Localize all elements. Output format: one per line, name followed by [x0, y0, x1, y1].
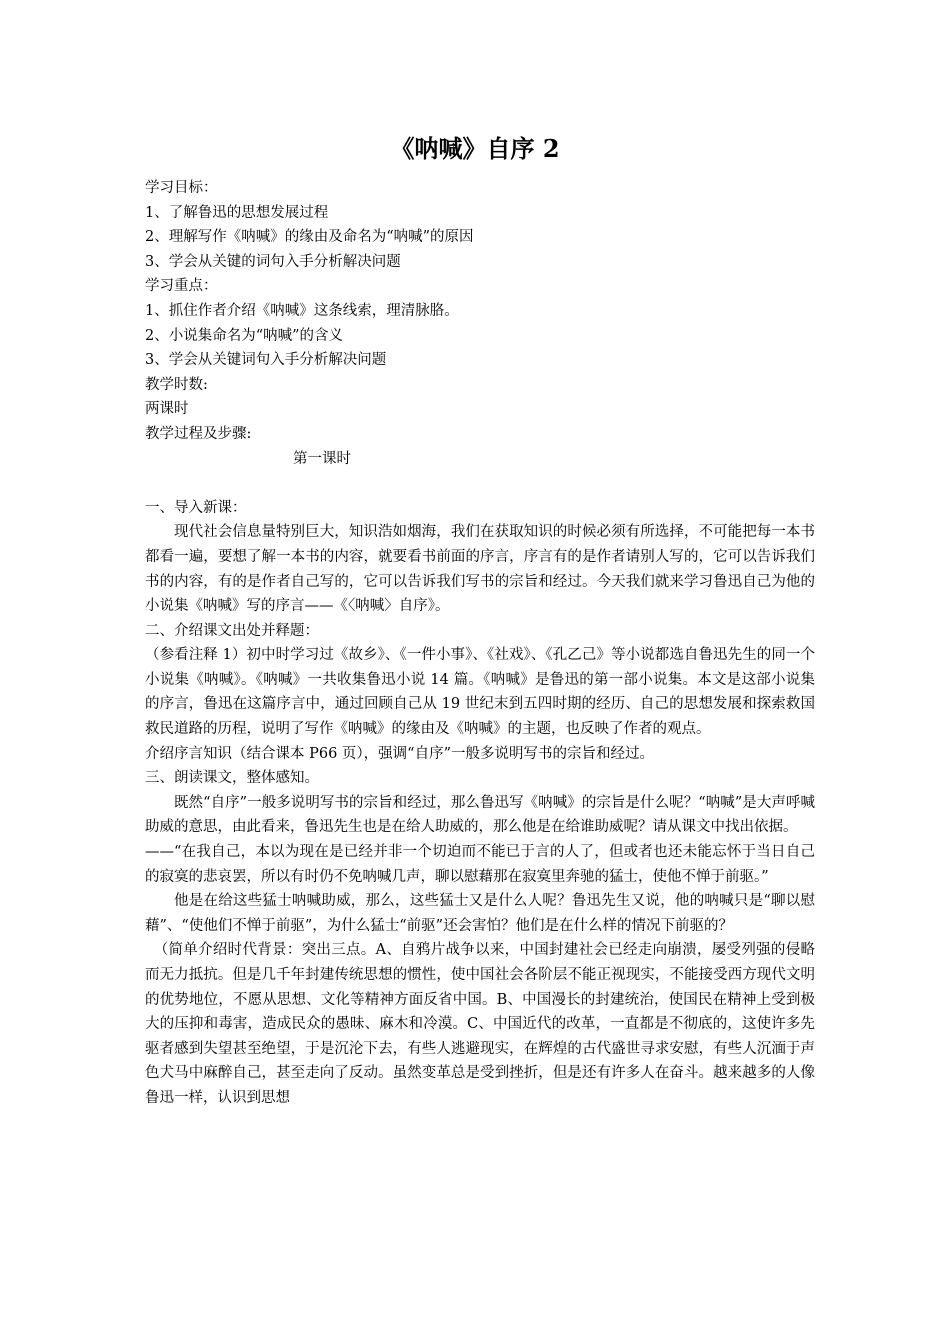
document-body: [145, 176, 815, 1111]
process-heading: 教学过程及步骤:: [145, 425, 252, 442]
key-point-item: 1、抓住作者介绍《呐喊》这条线索，理清脉胳。: [145, 302, 459, 319]
paragraph: （简单介绍时代背景：突出三点。A、自鸦片战争以来，中国封建社会已经走向崩溃，屡受列强的侵略而无力抵抗。但是几千年封建传统思想的惯性，使中国社会各阶层不能正视现实，不能接受西方现代文明的优势地位，不愿从思想、文化等精神方面反省中国。B、中国漫长的封建统治，使国民在精神上受到极大的压抑和毒害，造成民众的愚昧、麻木和冷漠。C、中国近代的改革，一直都是不彻底的，这使许多先驱者感到失望甚至绝望，于是沉沦下去，有些人逃避现实，在辉煌的古代盛世寻求安慰，有些人沉湎于声色犬马中麻醉自己，甚至走向了反动。虽然变革总是受到挫折，但是还有许多人在奋斗。越来越多的人像鲁迅一样，认识到思想: [145, 942, 815, 1106]
paragraph: （参看注释 1）初中时学习过《故乡》、《一件小事》、《社戏》、《孔乙己》等小说都选自鲁迅先生的同一个小说集《呐喊》。《呐喊》一共收集鲁迅小说 14 篇。《呐喊》是鲁迅的第一部小说集。本文是这部小说集的序言，鲁迅在这篇序言中，通过回顾自己从 19 世纪末到五四时期的经历、自己的思想发展和探索救国救民道路的历程，说明了写作《呐喊》的缘由及《呐喊》的主题，也反映了作者的观点。: [145, 647, 815, 738]
key-point-item: 2、小说集命名为“呐喊”的含义: [145, 327, 344, 344]
blank-line: [145, 471, 815, 496]
section-heading: 一、导入新课：: [145, 499, 247, 516]
key-points-heading: 学习重点：: [145, 278, 218, 295]
objectives-heading: 学习目标：: [145, 180, 218, 196]
quotation: ——“在我自己，本以为现在是已经并非一个切迫而不能已于言的人了，但或者也还未能忘怀于当日自己的寂寞的悲哀罢，所以有时仍不免呐喊几声，聊以慰藉那在寂寞里奔驰的猛士，使他不惮于前驱。”: [145, 844, 815, 885]
paragraph: 现代社会信息量特别巨大，知识浩如烟海，我们在获取知识的时候必须有所选择，不可能把每一本书都看一遍，要想了解一本书的内容，就要看书前面的序言，序言有的是作者请别人写的，它可以告诉我们书的内容，有的是作者自己写的，它可以告诉我们写书的宗旨和经过。今天我们就来学习鲁迅自己为他的小说集《呐喊》写的序言——《〈呐喊〉自序》。: [145, 524, 815, 615]
paragraph: 他是在给这些猛士呐喊助威，那么，这些猛士又是什么人呢？鲁迅先生又说，他的呐喊只是“聊以慰藉”、“使他们不惮于前驱”，为什么猛士“前驱”还会害怕？他们是在什么样的情况下前驱的？: [145, 893, 815, 934]
objective-item: 2、理解写作《呐喊》的缘由及命名为“呐喊”的原因: [145, 229, 474, 246]
objective-item: 1、了解鲁迅的思想发展过程: [145, 204, 329, 221]
lesson-subtitle: 第一课时: [293, 450, 351, 467]
hours-heading: 教学时数:: [145, 376, 208, 393]
paragraph: 介绍序言知识（结合课本 P66 页），强调“自序”一般多说明写书的宗旨和经过。: [145, 745, 654, 762]
section-heading: 三、朗读课文，整体感知。: [145, 770, 319, 787]
hours-value: 两课时: [145, 401, 189, 418]
key-point-item: 3、学会从关键词句入手分析解决问题: [145, 352, 387, 369]
paragraph: 既然“自序”一般多说明写书的宗旨和经过，那么鲁迅写《呐喊》的宗旨是什么呢？“呐喊”是大声呼喊助威的意思，由此看来，鲁迅先生也是在给人助威的，那么他是在给谁助威呢？请从课文中找出依据。: [145, 794, 815, 836]
document-title: 《呐喊》自序 2: [390, 134, 560, 163]
section-heading: 二、介绍课文出处并释题：: [145, 622, 319, 639]
objective-item: 3、学会从关键的词句入手分析解决问题: [145, 253, 401, 270]
